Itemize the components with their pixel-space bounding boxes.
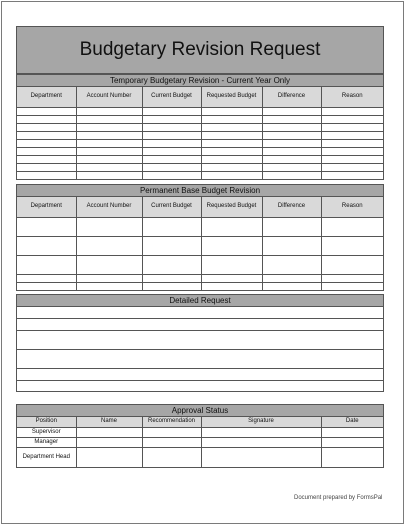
footer-credit: Document prepared by FormsPal [294, 495, 383, 501]
temporary-revision-section [16, 74, 384, 180]
col-current-budget: Current Budget [142, 197, 201, 217]
detail-line[interactable] [17, 381, 383, 391]
temporary-revision-table [17, 87, 383, 179]
col-name: Name [76, 417, 142, 427]
col-difference: Difference [262, 87, 321, 107]
table-row [17, 217, 383, 236]
permanent-revision-table [17, 197, 383, 290]
table-row [17, 236, 383, 255]
detail-line[interactable] [17, 319, 383, 331]
table-row [17, 155, 383, 163]
col-current-budget: Current Budget [142, 87, 201, 107]
col-difference: Difference [262, 197, 321, 217]
form-page [1, 1, 404, 524]
detail-line[interactable] [17, 331, 383, 350]
detail-line[interactable] [17, 350, 383, 369]
detailed-request-header: Detailed Request [17, 295, 383, 307]
table-row [17, 282, 383, 290]
temporary-revision-header: Temporary Budgetary Revision - Current Year Only [17, 75, 383, 87]
col-department: Department [17, 87, 76, 107]
table-row [17, 274, 383, 282]
table-row [17, 139, 383, 147]
col-recommendation: Recommendation [142, 417, 201, 427]
table-row [17, 171, 383, 179]
col-signature: Signature [201, 417, 321, 427]
table-row [17, 427, 383, 437]
form-title: Budgetary Revision Request [16, 26, 384, 74]
col-requested-budget: Requested Budget [201, 87, 262, 107]
col-account-number: Account Number [76, 197, 142, 217]
col-position: Position [17, 417, 76, 427]
col-reason: Reason [321, 87, 383, 107]
detail-line[interactable] [17, 369, 383, 381]
table-row [17, 147, 383, 155]
position-supervisor: Supervisor [17, 427, 76, 437]
table-row [17, 163, 383, 171]
col-account-number: Account Number [76, 87, 142, 107]
table-row [17, 131, 383, 139]
table-row [17, 107, 383, 115]
detailed-request-section [16, 294, 384, 392]
approval-status-section [16, 404, 384, 468]
position-manager: Manager [17, 437, 76, 447]
col-requested-budget: Requested Budget [201, 197, 262, 217]
permanent-revision-section [16, 184, 384, 291]
col-date: Date [321, 417, 383, 427]
detail-line[interactable] [17, 307, 383, 319]
table-row [17, 123, 383, 131]
table-row [17, 255, 383, 274]
col-reason: Reason [321, 197, 383, 217]
permanent-revision-header: Permanent Base Budget Revision [17, 185, 383, 197]
approval-status-table [17, 417, 383, 467]
table-row [17, 437, 383, 447]
position-department-head: Department Head [17, 447, 76, 467]
table-row [17, 115, 383, 123]
table-row [17, 447, 383, 467]
approval-status-header: Approval Status [17, 405, 383, 417]
col-department: Department [17, 197, 76, 217]
